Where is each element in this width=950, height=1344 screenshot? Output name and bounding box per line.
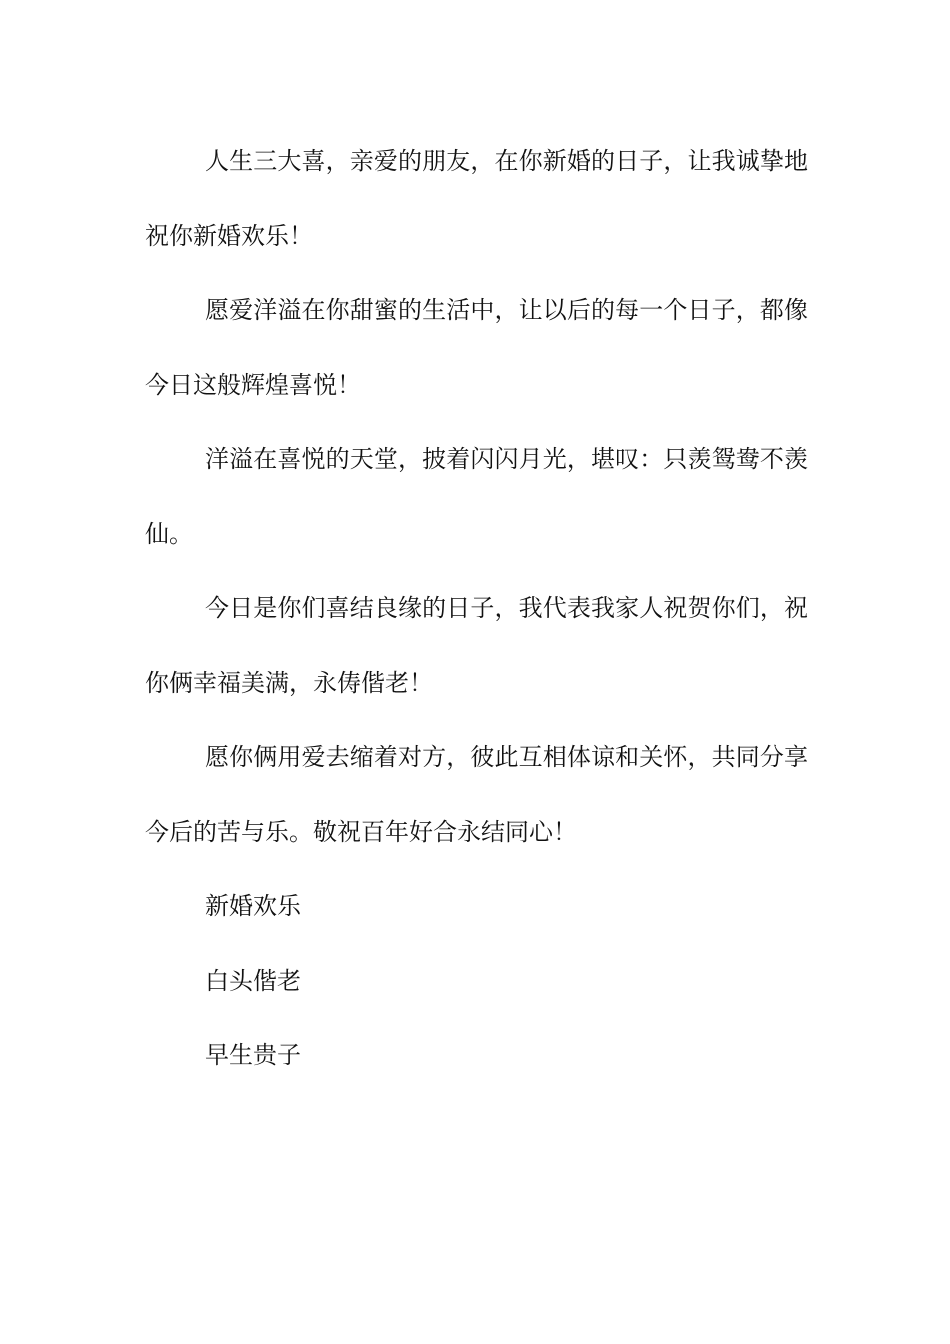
blessing-phrase-3: 早生贵子 <box>205 1041 301 1069</box>
blessing-phrase-1: 新婚欢乐 <box>205 892 301 920</box>
blessing-phrase-2: 白头偕老 <box>205 966 301 995</box>
paragraph-2: 愿爱洋溢在你甜蜜的生活中，让以后的每一个日子，都像今日这般辉煌喜悦！ <box>145 296 808 399</box>
paragraph-4: 今日是你们喜结良缘的日子，我代表我家人祝贺你们，祝你俩幸福美满，永俦偕老！ <box>145 594 808 697</box>
paragraph-1: 人生三大喜，亲爱的朋友，在你新婚的日子，让我诚挚地祝你新婚欢乐！ <box>145 147 808 250</box>
paragraph-5: 愿你俩用爱去缩着对方，彼此互相体谅和关怀，共同分享今后的苦与乐。敬祝百年好合永结同心！ <box>145 743 808 846</box>
paragraph-3: 洋溢在喜悦的天堂，披着闪闪月光，堪叹：只羡鸳鸯不羡仙。 <box>145 445 808 548</box>
document-body <box>145 124 808 1093</box>
